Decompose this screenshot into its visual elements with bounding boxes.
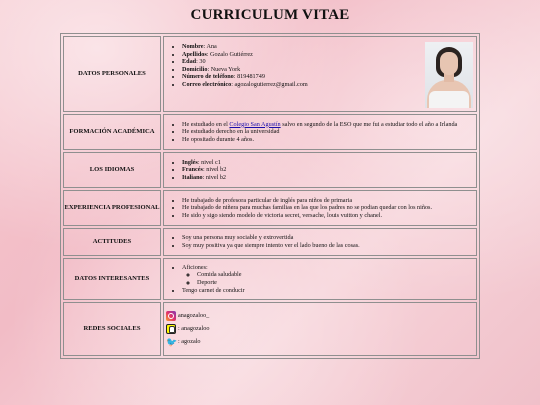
list-item: • He trabajado de profesora particular de inglés para niños de primaria bbox=[182, 197, 476, 205]
row-aptitudes bbox=[63, 228, 477, 256]
section-content-languages bbox=[163, 152, 477, 188]
snapchat-icon[interactable] bbox=[166, 324, 176, 334]
list-item: • Italiano: nivel b2 bbox=[182, 174, 476, 182]
section-content-aptitudes bbox=[163, 228, 477, 256]
section-label-social: REDES SOCIALES bbox=[63, 302, 161, 356]
social-handle: anagozaloo_ bbox=[178, 311, 210, 319]
section-label-education: FORMACIÓN ACADÉMICA bbox=[63, 114, 161, 150]
section-label-aptitudes: ACTITUDES bbox=[63, 228, 161, 256]
list-item: • Francés: nivel b2 bbox=[182, 166, 476, 174]
list-item: • Soy una persona muy sociable y extrovertida bbox=[182, 234, 476, 242]
list-item: • Número de teléfono: 819481749 bbox=[182, 73, 308, 81]
page-title: CURRICULUM VITAE bbox=[190, 7, 350, 23]
education-list bbox=[164, 121, 476, 144]
section-content-interests bbox=[163, 258, 477, 300]
list-item: • Inglés: nivel c1 bbox=[182, 159, 476, 167]
list-item: • He sido y sigo siendo modelo de victoria secret, versache, louis vuitton y chanel. bbox=[182, 212, 476, 220]
row-languages bbox=[63, 152, 477, 188]
aptitudes-list bbox=[164, 234, 476, 249]
list-item: • Tengo carnet de conducir bbox=[182, 287, 476, 295]
section-label-languages: LOS IDIOMAS bbox=[63, 152, 161, 188]
interests-list bbox=[164, 264, 476, 294]
hobbies-list bbox=[182, 271, 476, 286]
social-handle: : agozalo bbox=[178, 337, 201, 345]
list-item: • Correo electrónico: agozalogutierrez@gmail.com bbox=[182, 81, 308, 89]
list-item: • He trabajado de niñera para muchas familias en las que los padres no se podian quedar con los niños. bbox=[182, 204, 476, 212]
section-content-education bbox=[163, 114, 477, 150]
portrait-photo bbox=[425, 42, 473, 108]
instagram-icon[interactable] bbox=[166, 311, 176, 321]
social-item-snapchat[interactable] bbox=[166, 323, 474, 335]
row-interests bbox=[63, 258, 477, 300]
row-personal bbox=[63, 36, 477, 112]
list-item: • Edad: 30 bbox=[182, 58, 308, 66]
social-item-twitter[interactable] bbox=[166, 336, 474, 348]
section-content-personal bbox=[163, 36, 477, 112]
twitter-icon[interactable]: 🐦 bbox=[166, 336, 178, 347]
social-item-instagram[interactable] bbox=[166, 310, 474, 322]
list-item: • He opositado durante 4 años. bbox=[182, 136, 476, 144]
list-item: • He estudiado derecho en la universidad bbox=[182, 128, 476, 136]
list-item: ◦ Deporte bbox=[197, 279, 476, 287]
list-item: • Nombre: Ana bbox=[182, 43, 308, 51]
row-social bbox=[63, 302, 477, 356]
section-content-experience bbox=[163, 190, 477, 226]
personal-list bbox=[164, 43, 308, 89]
row-education bbox=[63, 114, 477, 150]
cv-table bbox=[60, 33, 480, 359]
row-experience bbox=[63, 190, 477, 226]
list-item: • Aficiones: ◦ Comida saludable ◦ Deporte bbox=[182, 264, 476, 287]
list-item: • Apellidos: Gozalo Gutiérrez bbox=[182, 51, 308, 59]
section-label-personal: DATOS PERSONALES bbox=[63, 36, 161, 112]
school-link[interactable]: Colegio San Agustín bbox=[229, 120, 281, 128]
section-label-experience: EXPERIENCIA PROFESIONAL bbox=[63, 190, 161, 226]
list-item: • Domicilio: Nueva York bbox=[182, 66, 308, 74]
experience-list bbox=[164, 197, 476, 220]
list-item: ◦ Comida saludable bbox=[197, 271, 476, 279]
languages-list bbox=[164, 159, 476, 182]
list-item: • Soy muy positiva ya que siempre intento ver el lado bueno de las cosas. bbox=[182, 242, 476, 250]
section-label-interests: DATOS INTERESANTES bbox=[63, 258, 161, 300]
section-content-social bbox=[163, 302, 477, 356]
list-item: • He estudiado en el Colegio San Agustín salvo en segundo de la ESO que me fui a estudiar todo el año a Irlanda bbox=[182, 121, 476, 129]
social-handle: : anagozaloo bbox=[178, 324, 210, 332]
